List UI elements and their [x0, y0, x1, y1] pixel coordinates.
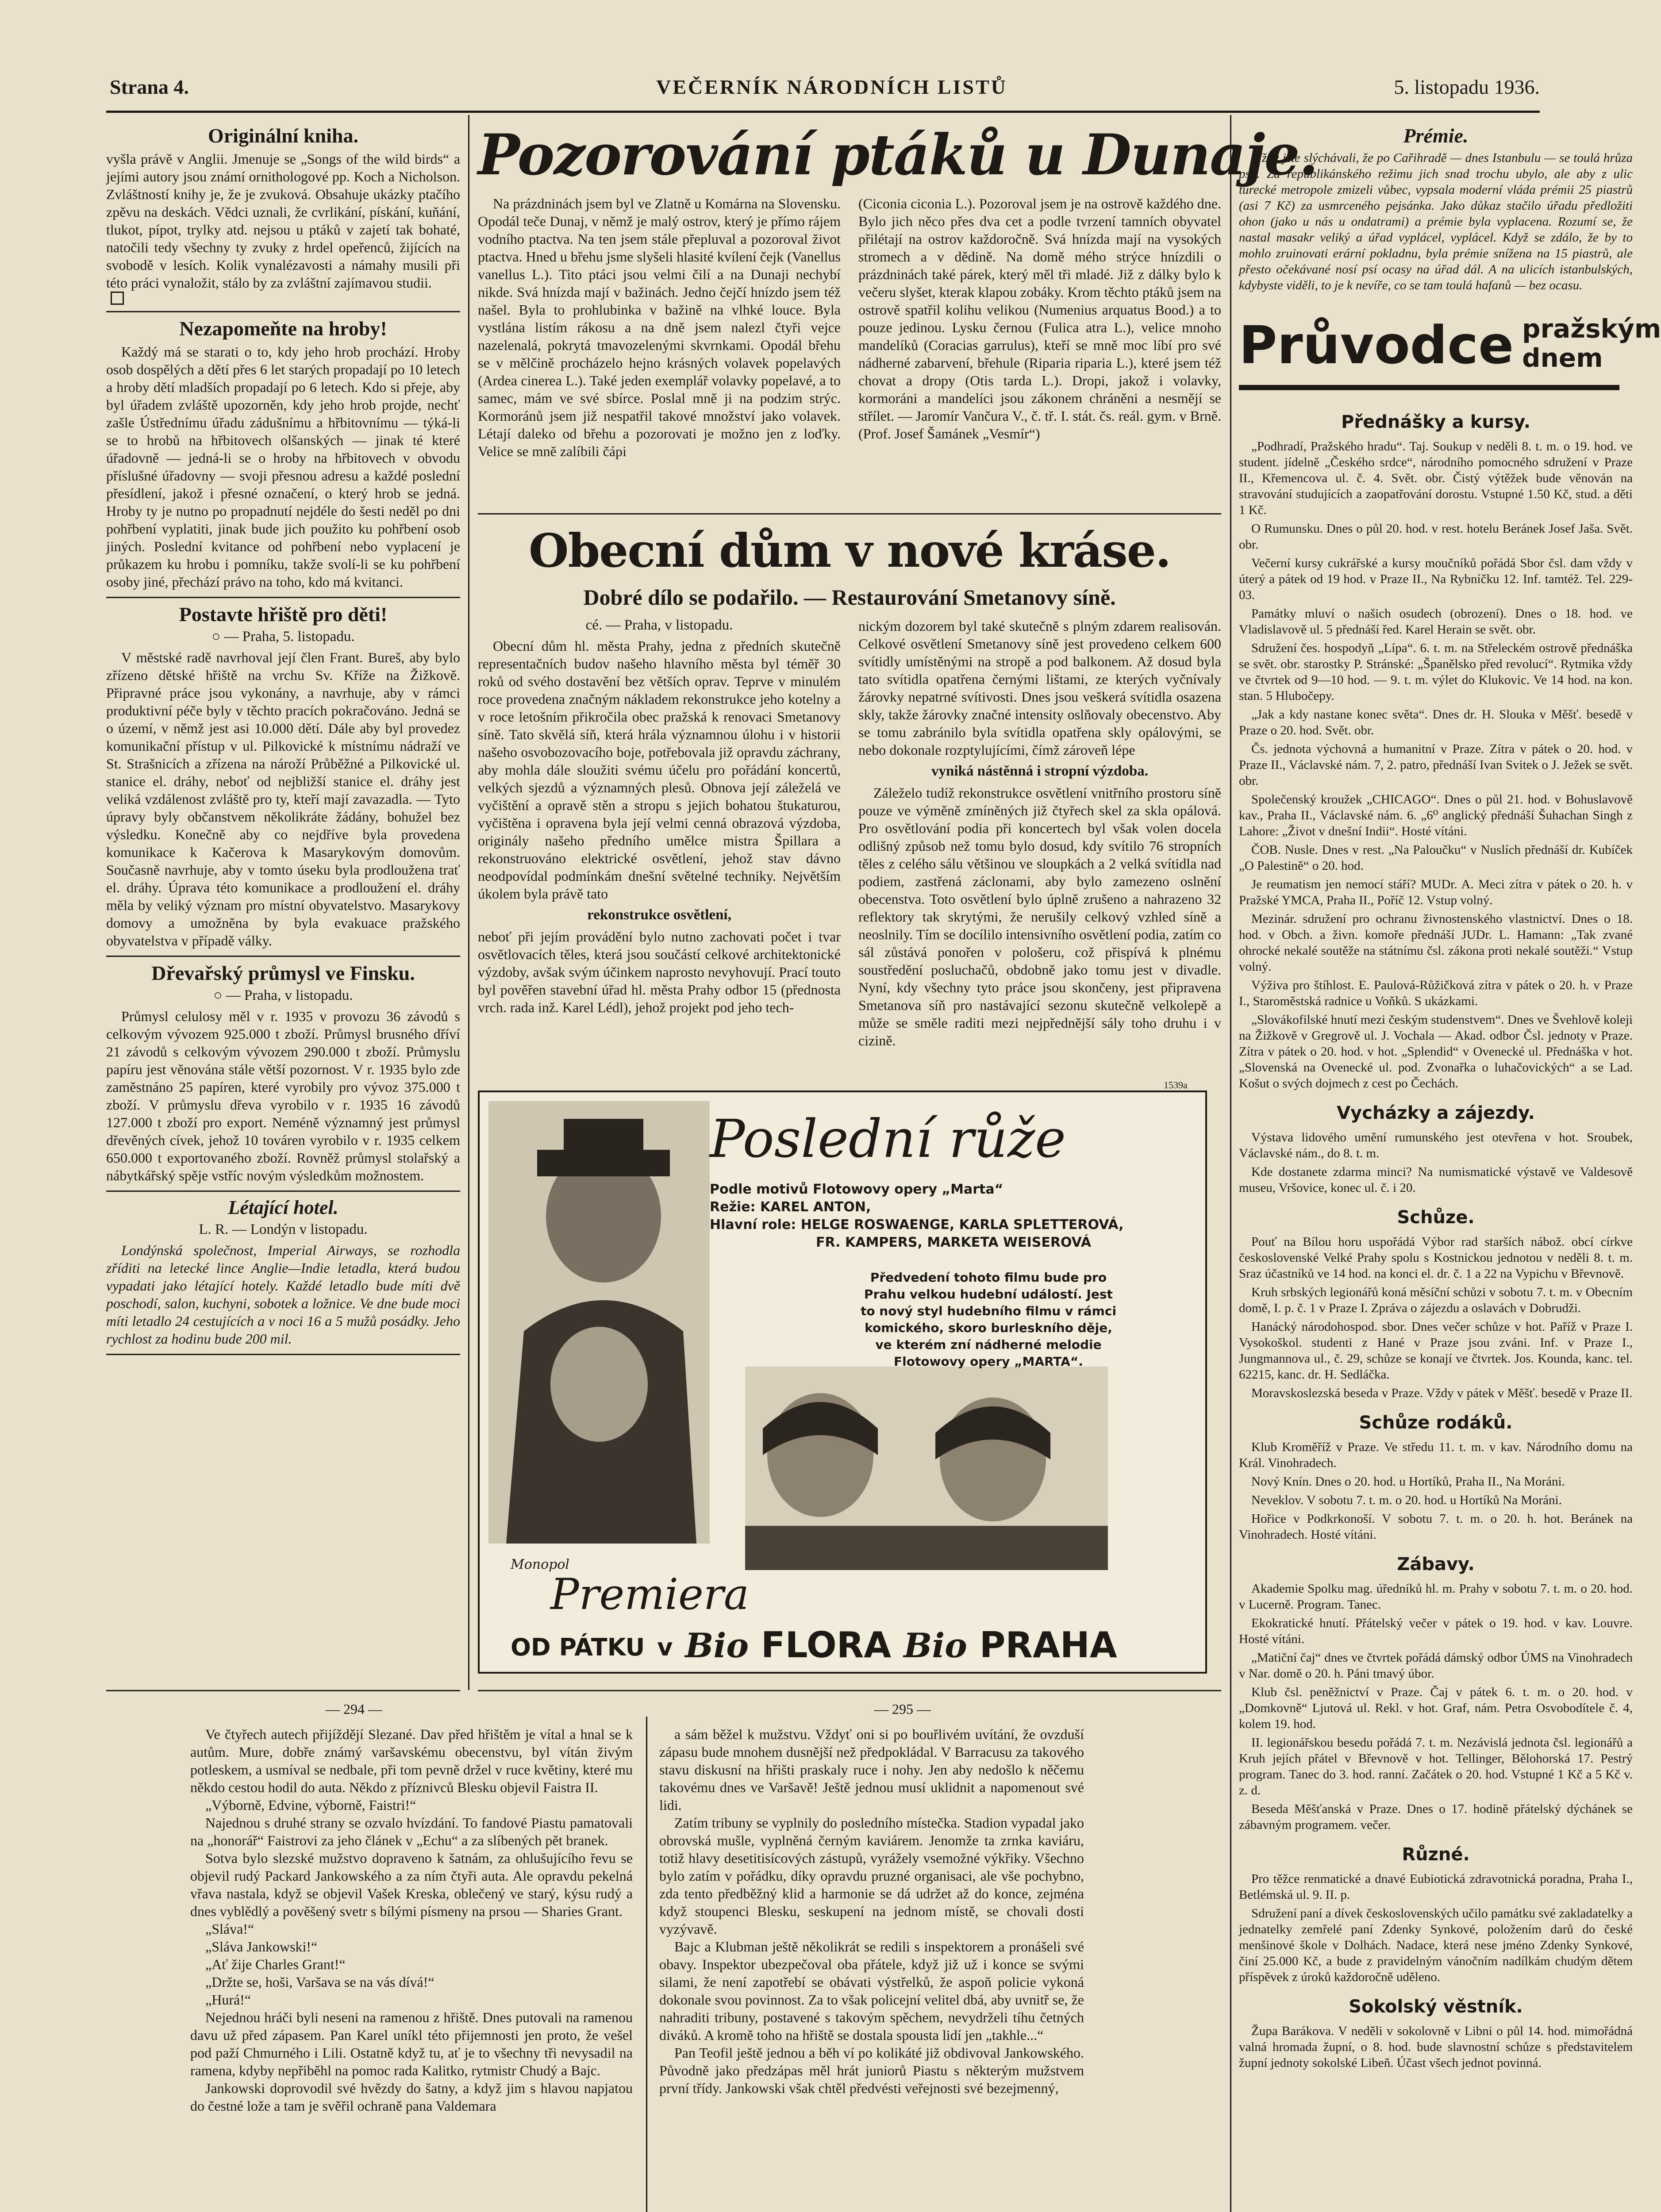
rule [106, 311, 460, 312]
serial-paragraph: Bajc a Klubman ještě několikrát se redili s inspektorem a pronášeli své obavy. Inspektor ubezpečoval oba přátele, když již už i konce se svými silami, že není zapotřebí se obávati výstřelků, že aspoň policie vykoná dokonale svou povinnost. Za to však policejní velitel dbá, aby uvnitř se, že nahraditi tribuny, postavené s takovým spěchem, nevydrželi tíhu četných diváků. A kromě toho na hřiště se dostala spousta lidí jen „takhle...“ [659, 1939, 1084, 2043]
end-mark [111, 292, 124, 305]
left-column [106, 119, 460, 1681]
guide-section-title: Přednášky a kursy. [1341, 412, 1530, 432]
article-headline: Létající hotel. [228, 1197, 338, 1218]
obecni-subhead-a: rekonstrukce osvětlení, [587, 907, 731, 923]
birds-text-b: (Ciconia ciconia L.). Pozoroval jsem je na ostrově každého dne. Bylo jich něco přes dva cet a podle tvrzení tamních obyvatel přilétají na ostrov každoročně. Svá hnízda mají na vysokých stromech a v dědině. Na domě mého strýce hnízdili o prázdninách také párek, který měl tři mladé. Již z dálky bylo k večeru slyšet, kterak klapou zobáky. Krom těchto ptáků jsem na ostrově spatřil kolihu velikou (Numenius arquatus Bood.) a to pouze jedinou. Lysku černou (Fulica atra L.), velice mnoho mandelíků (Coracias garrulus), kteří se mně moc líbí pro své nádherné zabarvení, břehule (Riparia riparia L.), které jsem též chovat a dropy (Otis tarda L.). Dropi, jakož i volavky, kormoráni a mandelíci jsou zákonem chráněni a nesmějí se střílet. — Jaromír Vančura V., č. tř. I. stát. čs. reál. gym. v Brně. (Prof. Josef Šamánek „Vesmír“) [858, 196, 1221, 442]
rule [478, 513, 1221, 515]
movie-credit-4: FR. KAMPERS, MARKETA WEISEROVÁ [816, 1235, 1092, 1250]
serial-paragraph: Najednou s druhé strany se ozvalo hvízdání. To fandové Piastu pamatovali na „honorář“ Faistrovi za jeho článek v „Echu“ a za slíbených pět branek. [190, 1815, 633, 1848]
guide-entry: Je reumatism jen nemocí stáří? MUDr. A. Meci zítra v pátek o 20. h. v Pražské YMCA, Praha II., Poříč 12. Vstup volný. [1239, 877, 1633, 907]
guide-entry: Společenský kroužek „CHICAGO“. Dnes o půl 21. hod. v Bohuslavově kav., Praha II., Václavské nám. 6. „6⁰ anglický přednáší Šuhachan Singh z Lahore: „Život v dnešní Indii“. Hosté vítáni. [1239, 792, 1633, 838]
serial-col-b [659, 1725, 1084, 2212]
strip-bio-1: Bio [685, 1626, 749, 1665]
birds-col-a [478, 195, 841, 504]
obecni-dateline: cé. — Praha, v listopadu. [585, 617, 733, 633]
movie-title: Poslední růže [710, 1108, 1066, 1169]
guide-entry: ČOB. Nusle. Dnes v rest. „Na Paloučku“ v Nuslích přednáší dr. Kubíček „O Palestině“ o 20. hod. [1239, 843, 1633, 873]
movie-promo: Předvedení tohoto filmu bude pro Prahu velkou hudební událostí. Jest to nový styl hudebního filmu v rámci komického, skoro burleskního děje, ve kterém zní nádherné melodie Flotowovy opery „MARTA“. [860, 1270, 1117, 1369]
serial-col-a [190, 1725, 633, 2212]
guide-entry: Župa Barákova. V neděli v sokolovně v Libni o půl 14. hod. mimořádná valná hromada župní, o 8. hod. bude slavnostní schůze s představitelem župní jednoty sokolské Libeň. Účast všech jednot povinná. [1239, 2024, 1633, 2070]
serial-paragraph: „Ať žije Charles Grant!“ [205, 1956, 346, 1972]
guide-masthead [1239, 301, 1661, 394]
strip-from: OD PÁTKU [511, 1633, 645, 1662]
serial-paragraph: Ve čtyřech autech přijíždějí Slezané. Dav před hřištěm je vítal a hnal se k autům. Mure, dobře známý varšavskému obecenstvu, byl vítán živým potleskem, a usmíval se nedbale, při tom pevně držel v ruce květiny, které mu někdo cestou hodil do auta. Někdo z příznivců Blesku objevil Faistra II. [190, 1726, 633, 1795]
article-paragraph: Průmysl celulosy měl v r. 1935 v provozu 36 závodů s celkovým vývozem 925.000 t zboží. Průmysl brusného dříví 21 závodů s celkovým vývozem 290.000 t zboží. Průmyslu papíru jest věnována stále větší pozornost. V r. 1935 bylo zde zaměstnáno 25 papíren, které vyrobily pro vývoz 375.000 t zboží. V průmyslu dřeva vyrobilo v r. 1935 16 závodů 127.000 t zboží pro export. Neméně významný jest průmysl dřevěných cívek, jehož 10 továren vyrobilo v r. 1935 celkem 650.000 t exportovaného zboží. Rovněž průmysl stolařský a nábytkářský spěje vstříc novým výsledkům možnostem. [106, 1008, 460, 1183]
obecni-subhead-b: vyniká nástěnná i stropní výzdoba. [931, 763, 1148, 779]
article-2 [106, 603, 460, 949]
guide-entry: Pro těžce renmatické a dnavé Eubiotická zdravotnická poradna, Praha I., Betlémská ul. 9. II. p. [1239, 1872, 1633, 1902]
guide-entry: Kruh srbských legionářů koná měsíční schůzi v sobotu 7. t. m. v Obecním domě, I. p. č. 1 v Praze I. Zpráva o zájezdu a oslavách v Dobrudži. [1239, 1285, 1633, 1315]
obecni-text-b: nickým dozorem byl také skutečně s plným zdarem realisován. Celkové osvětlení Smetanovy síně jest provedeno celkem 600 svítidly umístěnými na stropě a pod balkonem. Až dosud byla tato svítidla opatřena černými lištami, ze kterých vyčnívaly žárovky nepatrné svítivosti. Dnes jsou veškerá svítidla osazena skly, takže žárovky značné intensity oslňovaly obecenstvo. Aby se tomu zabránilo byla svítidla opatřena skly opálovými, se nebo dokonale rozptylujícími, čímž zároveň lépe [858, 618, 1221, 758]
premie-headline: Prémie. [1403, 124, 1469, 147]
cinema-strip [511, 1623, 1174, 1667]
guide-entry: Večerní kursy cukrářské a kursy moučníků pořádá Sbor čsl. dam vždy v úterý a pátek od 19 hod. v Praze II., Na Rybníčku 12. Inf. tamtéž. Tel. 229-03. [1239, 556, 1633, 602]
guide-entry: Nový Knín. Dnes o 20. hod. u Hortíků, Praha II., Na Moráni. [1251, 1475, 1565, 1489]
cinema-name: FLORA [761, 1624, 892, 1666]
guide-entry: Mezinár. sdružení pro ochranu živnostenského vlastnictví. Dnes o 18. hod. v Obch. a živn. komoře přednáší JUDr. L. Hamann: „Tak zvané ohrocké nekalé soutěže na státnímu čsl. zákona proti nekalé soutěži.“ Vstup volný. [1239, 912, 1633, 974]
guide-entry: Kde dostanete zdarma minci? Na numismatické výstavě ve Valdesově museu, Vršovice, konec ul. č. i 20. [1239, 1165, 1633, 1195]
guide-entry: Hanácký národohospod. sbor. Dnes večer schůze v hot. Paříž v Praze I. Vysokoškol. studenti z Hané v Praze jsou zváni. Inf. v Praze I., Jungmannova ul., č. 29, schůze se konají ve čtvrtek. Jos. Kounda, kanc. tel. 62215, kanc. dr. H. Sedláčka. [1239, 1320, 1633, 1382]
guide-section-title: Vycházky a zájezdy. [1337, 1103, 1535, 1123]
article-dateline: L. R. — Londýn v listopadu. [199, 1221, 368, 1237]
serial-paragraph: „Sláva Jankowski!“ [205, 1939, 318, 1955]
guide-entry: „Slovákofilské hnutí mezi českým studenstvem“. Dnes ve Švehlově koleji na Žižkově v Gregrově ul. J. Vochala — Akad. odbor Čsl. jednoty v Praze. Zítra v pátek o 20. hod. v hot. „Splendid“ v Ovenecké ul. Přednáška v hot. „Slovenská na Ovenecké ul. pod. Zvonařka o luhačovických“ a se Lad. Košut o svých dojmech z cest po Čechách. [1239, 1013, 1633, 1091]
rule [478, 1690, 1221, 1691]
column-rule [1230, 115, 1231, 2212]
serial-page-295: — 295 — [874, 1701, 931, 1717]
serial-paragraph: Pan Teofil ještě jednou a běh ví po kolikáté již obdivoval Jankowského. Původně jako předzápas měl hrát juniorů Piastu s některým mužstvem první třídy. Jankowski však chtěl předvésti veřejnosti své bezejmenný, [659, 2045, 1084, 2096]
guide-entry: O Rumunsku. Dnes o půl 20. hod. v rest. hotelu Beránek Josef Jaša. Svět. obr. [1239, 522, 1633, 552]
guide-entry: Sdružení čes. hospodyň „Lípa“. 6. t. m. na Střeleckém ostrově přednáška se svět. obr. starostky P. Stránské: „Španělsko před revolucí“. Rytmika vždy ve čtvrtek od 9—10 hod. — 9. t. m. výlet do Klukovic. Ve 14 hod. na kon. stan. 5 Hlubočepy. [1239, 641, 1633, 703]
guide-entry: „Matiční čaj“ dnes ve čtvrtek pořádá dámský odbor ÚMS na Vinohradech v Nar. domě o 20. h. Páni tmavý úbor. [1239, 1651, 1633, 1681]
guide-entry: II. legionářskou besedu pořádá 7. t. m. Nezávislá jednota čsl. legionářů a Kruh jejích přátel v Břevnově v hot. Tellinger, Bělohorská 17. Pestrý program. Tanec do 3. hod. ranní. Začátek o 20. hod. Vstupné 1 Kč a 5 Kč v. z. d. [1239, 1736, 1633, 1797]
guide-section-title: Různé. [1402, 1844, 1470, 1865]
strip-v: v [657, 1633, 673, 1662]
article-headline: Originální kniha. [208, 124, 358, 147]
serial-paragraph: „Sláva!“ [205, 1921, 254, 1937]
article-dateline: ○ — Praha, v listopadu. [213, 987, 353, 1003]
obecni-col-a [478, 617, 841, 1082]
guide-section-title: Sokolský věstník. [1349, 1997, 1523, 2017]
guide-entry: Klub Kroměříž v Praze. Ve středu 11. t. m. v kav. Národního domu na Král. Vinohradech. [1239, 1440, 1633, 1470]
obecni-headline: Obecní dům v nové kráse. [528, 523, 1171, 578]
ad-code: 1539a [1164, 1079, 1188, 1091]
movie-credit-3: Hlavní role: HELGE ROSWAENGE, KARLA SPLETTEROVÁ, [710, 1217, 1124, 1233]
guide-entry: Beseda Měšťanská v Praze. Dnes o 17. hodině přátelský dýchánek se zábavným programem. večer. [1239, 1802, 1633, 1832]
guide-section-title: Schůze rodáků. [1359, 1413, 1513, 1433]
guide-entry: Pouť na Bílou horu uspořádá Výbor rad starších nábož. obcí církve československé Velké Prahy spolu s Kostnickou jednotou v neděli 8. t. m. Sraz účastníků ve 14 hod. na konci el. dr. č. 1 a 22 na Vypichu v Břevnově. [1239, 1235, 1633, 1281]
movie-advertisement[interactable] [478, 1091, 1207, 1674]
article-0 [106, 124, 460, 305]
rule [106, 1354, 460, 1355]
movie-credit-1: Podle motivů Flotowovy opery „Marta“ [710, 1182, 1004, 1197]
distributor-logo: Monopol [511, 1557, 570, 1572]
serial-paragraph: Jankowski doprovodil své hvězdy do šatny, a když jim s hlavou napjatou do čestné lože a tam je svěřil ochraně pana Valdemara [190, 2080, 633, 2114]
guide-entry: „Podhradí, Pražského hradu“. Taj. Soukup v neděli 8. t. m. o 19. hod. ve student. jídelně „Českého srdce“, národního pomocného sdružení v Praze II., Křemencova ul. č. 4. Svět. obr. Čistý výtěžek bude věnován na stravování studujících a zaopatřování dorostu. Vstupné 1.50 Kč, stud. a děti 1 Kč. [1239, 439, 1633, 517]
cinema-city: PRAHA [979, 1624, 1117, 1666]
actress-portrait-illustration [745, 1367, 1108, 1570]
rule [106, 956, 460, 957]
article-1 [106, 317, 460, 591]
guide-entry: Klub čsl. peněžnictví v Praze. Čaj v pátek 6. t. m. o 20. hod. v „Domkovně“ Ljutová ul. Rekl. v hot. Graf, nám. Petra Osvobodítele č. 4, kolem 19. hod. [1239, 1685, 1633, 1731]
guide-entry: „Jak a kdy nastane konec světa“. Dnes dr. H. Slouka v Měšť. besedě v Praze o 20. hod. Svět. obr. [1239, 707, 1633, 737]
guide-entry: Neveklov. V sobotu 7. t. m. o 20. hod. u Hortíků Na Moráni. [1251, 1493, 1562, 1507]
article-headline: Postavte hřiště pro děti! [179, 603, 388, 626]
birds-text-a: Na prázdninách jsem byl ve Zlatně u Komárna na Slovensku. Opodál teče Dunaj, v němž je malý ostrov, který je přímo rájem vodního ptactva. Na ten jsem stále přepluval a pozoroval život ptactva. Hned u břehu jsme slyšeli hlasité kvílení čejk (Vanellus vanellus L.). Tito ptáci jsou velmi čilí a na Dunaji nechybí nikde. Svá hnízda mají v bažinách. Jedno čejčí hnízdo jsem též našel. Byla to prohlubinka v bažině na vlhké louce. Byla vystlána listím rákosu a na dně jsem nalezl čtyři vejce nazelenalá, pokrytá tmavozelenými skvrnkami. Opodál břehu se v mělčině procházelo hejno krásných volavek popelavých (Ardea cinerea L.). Také jeden exemplář volavky popelavé, a to samec, mám ve své sbírce. Poslal mně ji na podzim strýc. Kormoránů jsem již nespatřil takové množství jako volavek. Létají daleko od břehu a pozorovati je možno jen z loďky. Velice se mně zalíbili čápi [478, 196, 841, 459]
guide-subtitle: pražským dnem [1522, 314, 1661, 373]
guide-section-title: Zábavy. [1397, 1554, 1475, 1575]
birds-col-b [858, 195, 1221, 504]
page-number: Strana 4. [110, 76, 189, 98]
premie-text: Vždy jste slýchávali, že po Cařihradě — dnes Istanbulu — se toulá hrůza psů. Za republikánského režimu jich snad trochu ubylo, ale aby z ulic turecké metropole zmizeli vůbec, vypsala moderní vláda prémii 25 piastrů (asi 7 Kč) za usmrceného pejsánka. Jako důkaz stačilo úřadu předložiti ohon (jako u nás u ondatrami) a prémie byla vyplacena. Rozumí se, že nastal masakr veliký a úřad vyplácel, vyplácel. Když se zdálo, že by to mohlo zruinovati erární pokladnu, byla prémie snížena na 15 piastrů, ale přesto očekávané nosí psí ocasy na úřad dál. A na ulicích istanbulských, kdybyste viděli, to je k nevíře, co se tam toulá hafanů — bez ocasu. [1239, 151, 1633, 292]
obecni-text-a2: neboť při jejím provádění bylo nutno zachovati počet i tvar osvětlovacích těles, která jsou součástí celkové architektonické výzdoby, avšak svým účinkem naprosto nevyhovují. Prací touto byl pověřen stavební úřad hl. města Prahy odbor 15 (přednosta vrch. rada inž. Karel Lédl), jehož projekt pod jeho tech- [478, 929, 841, 1015]
guide-title: Průvodce [1239, 315, 1514, 376]
actor-portrait-illustration [488, 1101, 710, 1544]
guide-section-title: Schůze. [1397, 1207, 1475, 1228]
article-headline: Dřevařský průmysl ve Finsku. [151, 962, 415, 984]
guide-entry: Čs. jednota výchovná a humanitní v Praze. Zítra v pátek o 20. hod. v Praze II., Václavské nám. 7, 2. patro, přednáší Ivan Svitek o J. Ježek se svět. obr. [1239, 742, 1633, 788]
issue-date: 5. listopadu 1936. [1394, 76, 1540, 98]
serial-paragraph: „Hurá!“ [205, 1992, 251, 2008]
article-headline: Nezapomeňte na hroby! [179, 317, 387, 340]
serial-paragraph: Zatím tribuny se vyplnily do posledního místečka. Stadion vypadal jako obrovská mušle, vyplněná černým kaviárem. Jenomže ta zrnka kaviáru, totiž hlavy desetitisícových zástupů, vyrážely vsemožné výkřiky. Všechno bylo zatím v pořádku, díky opravdu pruzné organisaci, ale vše pochybno, zda tento předběžný klid a harmonie se dá udržet až do konce, zejména když stoupenci Blesku, seskupení na jednom místě, se chovali dosti vyzývavě. [659, 1815, 1084, 1937]
guide-entry: Ekokratické hnutí. Přátelský večer v pátek o 19. hod. v kav. Louvre. Hosté vítáni. [1239, 1616, 1633, 1646]
article-paragraph: Londýnská společnost, Imperial Airways, se rozhodla zříditi na letecké lince Anglie—Indie letadla, která budou vypadati jako létající hotely. Každé letadlo bude míti dvě poschodí, salon, kuchyni, sobotek a ložnice. Ve dne bude moci míti letadlo 24 cestujících a v noci 16 a 5 mužů posádky. Jeho rychlost za hodinu bude 200 mil. [106, 1242, 460, 1347]
guide-bar [1239, 385, 1619, 390]
guide-entry: Výstava lidového umění rumunského jest otevřena v hot. Sroubek, Václavské nám., do 8. t. m. [1239, 1130, 1633, 1160]
guide-listings [1239, 400, 1633, 2212]
movie-credit-2: Režie: KAREL ANTON, [710, 1199, 871, 1215]
rule [106, 1690, 460, 1691]
column-rule [646, 1717, 647, 2212]
guide-entry: Moravskoslezská beseda v Praze. Vždy v pátek v Měšť. besedě v Praze II. [1251, 1386, 1633, 1400]
guide-entry: Sdružení paní a dívek československých učilo památku své zakladatelky a jednatelky zemřelé paní Zdenky Synkové, položením darů do české menšinové škole v Dolhách. Nadace, která nese jméno Zdenky Synkové, činí 25.000 Kč, a bude z pravidelným vánočním nadílkám chudým dětem příspěvek z úroků každoročně uděleno. [1239, 1906, 1633, 1984]
premie-article [1239, 119, 1633, 296]
serial-paragraph: Nejednou hráči byli neseni na ramenou z hřiště. Dnes putovali na ramenou davu už před zápasem. Pan Karel uníkl této přijemnosti jen proto, že vešel pod paží Chmurného i Lili. Ostatně když tu, ať je to všechny tři nevysadil na ramena, kdyby nepřiběhl na pomoc rada Kalitko, rytmistr Chudý a Bajc. [190, 2009, 633, 2078]
article-3 [106, 961, 460, 1184]
serial-paragraph: Sotva bylo slezské mužstvo dopraveno k šatnám, za ohlušujícího řevu se objevil rudý Packard Jankowského a za ním čtyři auta. Ale opravdu pekelná vřava nastala, když se objevil Vašek Kreska, oblečený ve starý, kýsu rudý a dnes vyblědlý a pověšený svetr s bílými písmeny na prsou — Sharies Grant. [190, 1850, 633, 1919]
article-paragraph: vyšla právě v Anglii. Jmenuje se „Songs of the wild birds“ a jejími autory jsou známí ornithologové pp. Koch a Nicholson. Zvláštností knihy je, že je zvuková. Obsahuje ukázky ptačího zpěvu na deskách. Vědci uznali, že cvrlikání, pískání, kuňání, tlukot, pípot, trylky atd. nejsou u ptáků v zajetí tak bohaté, natočili tedy všechny ty zvuky z hrdel opeřenců, žijících na svobodě v lesích. Kolik vynalézavosti a námahy musili při této práci vynaložit, stálo by za zvláštní zajímavou studii. [106, 151, 460, 291]
obecni-col-b [858, 617, 1221, 1082]
column-rule [468, 115, 469, 1690]
paper-title: VEČERNÍK NÁRODNÍCH LISTŮ [656, 76, 1007, 98]
guide-entry: Hořice v Podkrkonoší. V sobotu 7. t. m. o 20. h. hot. Beránek na Vinohradech. Hosté vítáni. [1239, 1512, 1633, 1542]
premiere-label: Premiera [550, 1570, 749, 1619]
rule [106, 597, 460, 598]
guide-entry: Výživa pro štíhlost. E. Paulová-Růžičková zítra v pátek o 20. h. v Praze I., Staroměstská radnice u Voňků. S ukázkami. [1239, 978, 1633, 1008]
article-paragraph: Každý má se starati o to, kdy jeho hrob prochází. Hroby osob dospělých a dětí přes 6 let starých propadají po 10 letech a hroby dětí mladších propadají po 6 letech. Kdo si přeje, aby byl úřadem zvláště upozorněn, kdy jeho hrob projde, nechť zašle Ústřednímu úřadu zádušnímu a hřbitovnímu — týká-li se to hrobů na hřbitovech olšanských — jinak té které úřadovně — jedná-li se o hroby na hřbitovech v obvodu příslušné úřadovny — svoji přesnou adresu a každé poslední přesídlení, jakož i přesné označení, o který hrob se jedná. Hroby ty je nutno po propadnutí nejdéle do šesti neděl po dni pohřbení vyplatiti, jinak bude jich použito ku pohřbení osob jiných. Poslední kvitance od pohřbení nebo vyplacení je průkazem ku hrobu i pomníku, takže svolí-li se ku pohřbení osoby jiné, přechází právo na toho, kdo má kvitanci. [106, 344, 460, 590]
article-dateline: ○ — Praha, 5. listopadu. [211, 629, 355, 645]
obecni-text-b2: Záleželo tudíž rekonstrukce osvětlení vnitřního prostoru síně pouze ve výměně zmíněných již čtyřech skel za skla opálová. Pro osvětlování podia při koncertech byl však volen docela odlišný způsob než tomu bylo dosud, kdy svítilo 76 stropních těles z celého sálu většinou ve sloupkách a 2 velká svítidla nad podiem, zastřená záclonami, aby bylo zamezeno oslnění obecenstva. Toto osvětlení bylo úplně zrušeno a nahrazeno 32 reflektory tak skrytými, že nerušily celkový vzhled síně a neoslnily. Tím se docílilo intensivního osvětlení podia, zatím co sál zůstává ponořen v pološeru, což přispívá k plnému soustředění posluchačů, obdobně jako tomu jest v divadle. Nyní, kdy všechny tyto práce jsou skončeny, jest připravena Smetanova síň pro nastávající sezonu skutečně velkolepě a může se směle raditi mezi nejpřednější sály toho druhu i v cizině. [858, 785, 1221, 1048]
rule [106, 1190, 460, 1192]
serial-paragraph: a sám běžel k mužstvu. Vždyť oni si po bouřlivém uvítání, že ovzduší zápasu bude mnohem dusnější než předpokládal. V Barracusu za takového stavu diskusní na hřišti praskaly ruce i nohy. Jen aby nedošlo k něčemu takovému dnes ve Varšavě! Ještě jednou musí uklidnit a napomenout své lidi. [659, 1726, 1084, 1813]
serial-page-294: — 294 — [326, 1701, 382, 1717]
article-4 [106, 1196, 460, 1348]
obecni-text-a: Obecní dům hl. města Prahy, jedna z předních skutečně representačních budov našeho hlavního města byl téměř 30 roků od svého dostavění bez větších oprav. Teprve v minulém roce provedena značným nákladem rekonstrukce jeho kotelny a v roce letošním přikročila obec pražská k renovaci Smetanovy síně. Tato skvělá síň, která hrála významnou úlohu i v historii našeho osvobozovacího boje, potřebovala již opravdu záchrany, aby mohla dále sloužiti svému účelu pro pořádání koncertů, velkých sjezdů a významných plesů. Obnova její záleželá ve vyčištění a opravě stěn a stropu s jejich bohatou štukaturou, vyčištěna i opravena byla její velmi cenná obrazová výzdoba, originály našeho předního umělce mistra Špillara a rekonstruováno elektrické osvětlení, jehož stav dávno neodpovídal podmínkám dnešní světelné techniky. Největším úkolem byla právě tato [478, 638, 841, 902]
serial-paragraph: „Výborně, Edvine, výborně, Faistri!“ [205, 1797, 416, 1813]
birds-headline: Pozorování ptáků u Dunaje. [478, 122, 1318, 188]
article-paragraph: V městské radě navrhoval její člen Frant. Bureš, aby bylo zřízeno dětské hřiště na vrchu Sv. Kříže na Žižkově. Připravné práce jsou vykonány, a navrhuje, aby v rámci produktivní péče byly v těchto pracích pokračováno. Jedná se o území, v němž jest asi 10.000 dětí. Dále aby byl provedez komunikační přístup v ul. Pilkovické k místnímu nádraží ve St. Strašnicích a zřízena na nároží Průběžné a Pilkovické ul. stanice el. dráhy, neboť od nejbližší stanice el. dráhy jest veliká vzdálenost zvláště pro ty, kteří mají zavazadla. — Tyto úpravy byly občanstvem několikráte žádány, bohužel bez výsledku. Konečně aby co nejdříve byla provedena komunikace k Kačerova k Masarykovým domovům. Současně navrhuje, aby v tomto úseku byla prodloužena trať el. dráhy. Úprava této komunikace a prodloužení el. dráhy měla by veliký význam pro místní obyvatelstvo. Masarykovy domovy a umožněna by byla evakuace pražského obyvatelstva v případě války. [106, 649, 460, 949]
strip-bio-2: Bio [904, 1626, 967, 1665]
obecni-subtitle: Dobré dílo se podařilo. — Restaurování Smetanovy síně. [583, 585, 1116, 610]
guide-entry: Památky mluví o našich osudech (obrození). Dnes o 18. hod. ve Vladislavově ul. 5 přednáší řed. Karel Herain se svět. obr. [1239, 607, 1633, 637]
header-rule [106, 111, 1540, 113]
serial-paragraph: „Držte se, hoši, Varšava se na vás dívá!“ [205, 1974, 434, 1990]
guide-entry: Akademie Spolku mag. úředníků hl. m. Prahy v sobotu 7. t. m. o 20. hod. v Lucerně. Program. Tanec. [1239, 1582, 1633, 1612]
